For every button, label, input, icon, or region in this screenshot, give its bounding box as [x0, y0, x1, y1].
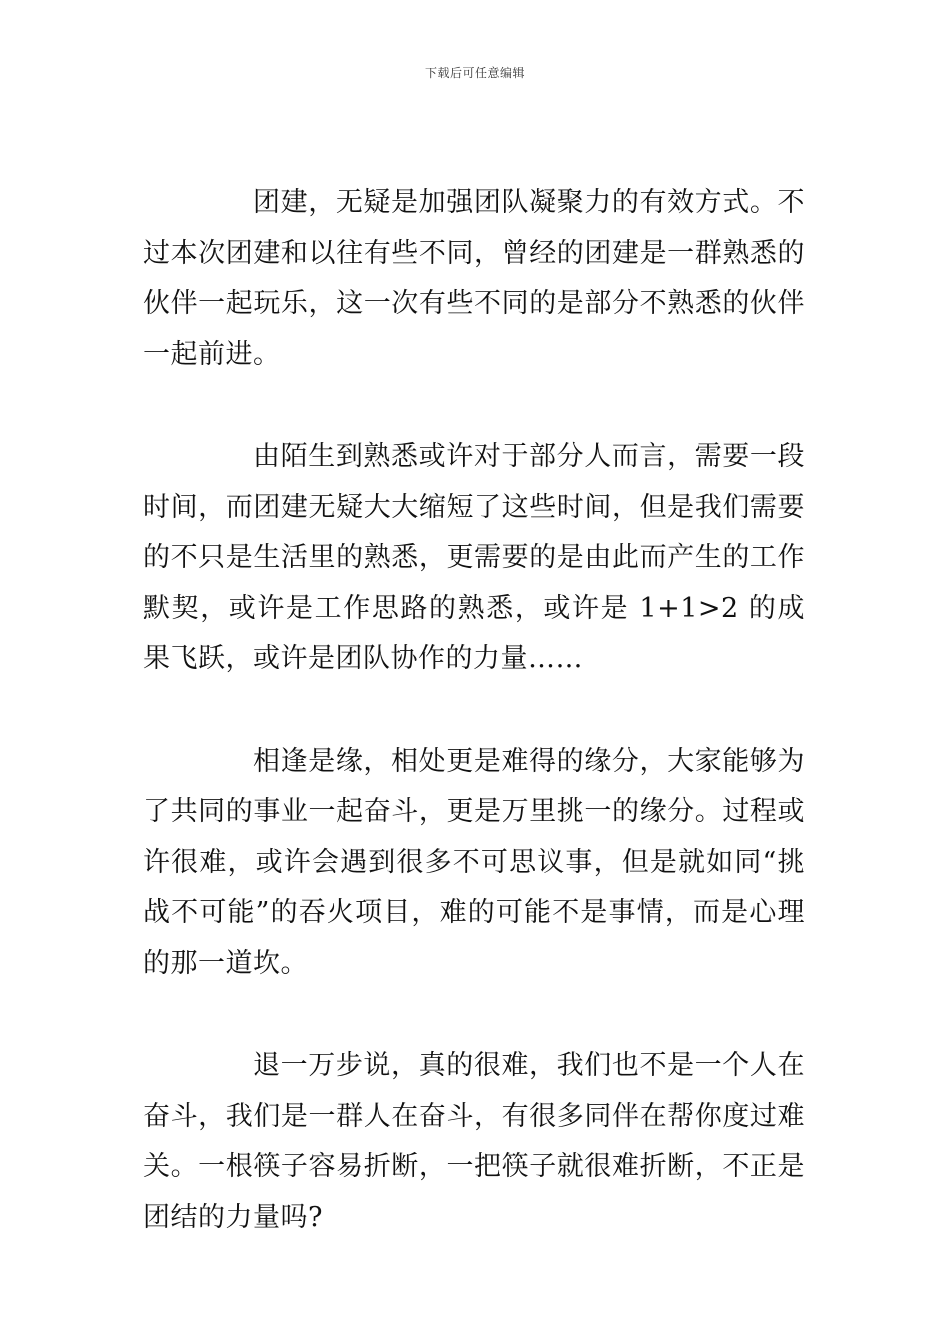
paragraph-4: 退一万步说，真的很难，我们也不是一个人在奋斗，我们是一群人在奋斗，有很多同伴在帮你度过难关。一根筷子容易折断，一把筷子就很难折断，不正是团结的力量吗?	[143, 1050, 805, 1233]
document-body	[143, 178, 805, 1243]
paragraph-1: 团建，无疑是加强团队凝聚力的有效方式。不过本次团建和以往有些不同，曾经的团建是一群熟悉的伙伴一起玩乐，这一次有些不同的是部分不熟悉的伙伴一起前进。	[143, 187, 805, 370]
page-header: 下载后可任意编辑	[424, 66, 525, 80]
paragraph-2: 由陌生到熟悉或许对于部分人而言，需要一段时间，而团建无疑大大缩短了这些时间，但是我们需要的不只是生活里的熟悉，更需要的是由此而产生的工作默契，或许是工作思路的熟悉，或许是 1+1>2 的成果飞跃，或许是团队协作的力量……	[143, 441, 805, 674]
paragraph-3: 相逢是缘，相处更是难得的缘分，大家能够为了共同的事业一起奋斗，更是万里挑一的缘分。过程或许很难，或许会遇到很多不可思议事，但是就如同“挑战不可能”的吞火项目，难的可能不是事情，而是心理的那一道坎。	[143, 745, 805, 979]
